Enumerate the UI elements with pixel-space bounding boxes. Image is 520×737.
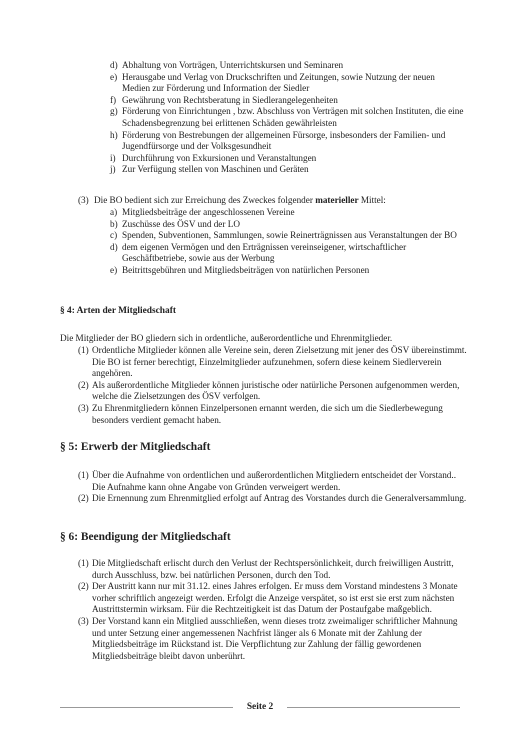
list-item	[110, 230, 465, 242]
list-item	[110, 106, 465, 129]
section-6-list	[78, 558, 473, 662]
list-marker: a)	[110, 207, 118, 217]
list-marker: d)	[110, 60, 118, 70]
list-marker: c)	[110, 230, 118, 241]
list-marker: e)	[110, 71, 118, 82]
list-item	[78, 493, 468, 505]
list-marker: b)	[110, 218, 118, 229]
section-4-intro: Die Mitglieder der BO gliedern sich in ordentliche, außerordentliche und Ehrenmitglieder.	[60, 333, 393, 343]
list-item	[110, 60, 465, 72]
list-marker: (3)	[78, 402, 89, 413]
numbered-item-3-material	[78, 195, 494, 207]
list-text: Gewährung von Rechtsberatung in Siedlerangelegenheiten	[122, 94, 338, 105]
list-text: Beitrittsgebühren und Mitgliedsbeiträgen von natürlichen Personen	[122, 264, 370, 275]
list-item	[110, 164, 465, 176]
list-text: Durchführung von Exkursionen und Veranstaltungen	[122, 152, 317, 163]
list-marker: d)	[110, 241, 118, 252]
page-footer	[60, 700, 460, 714]
footer-rule-right	[287, 707, 460, 708]
list-marker: g)	[110, 106, 118, 117]
list-marker: (3)	[78, 615, 89, 626]
section-5-list	[78, 470, 468, 505]
list-item	[110, 72, 465, 95]
list-marker: (1)	[78, 470, 89, 480]
list-text: dem eigenen Vermögen und den Erträgnissen vereinseigener, wirtschaftlicher Geschäftbetriebe, sowie aus der Werbung	[122, 241, 407, 264]
list-marker: j)	[110, 164, 116, 175]
list-marker: (2)	[78, 379, 89, 390]
list-text: Die Ernennung zum Ehrenmitglied erfolgt auf Antrag des Vorstandes durch die Generalversammlung.	[92, 493, 467, 504]
list-marker: (2)	[78, 581, 89, 592]
section-6-heading: § 6: Beendigung der Mitgliedschaft	[60, 531, 231, 543]
list-text: Als außerordentliche Mitglieder können juristische oder natürliche Personen aufgenommen werden, welche die Zielsetzungen des ÖSV verfolgen.	[92, 379, 460, 402]
section-4-list	[78, 345, 468, 426]
list-item	[78, 616, 473, 662]
list-text: Herausgabe und Verlag von Druckschriften und Zeitungen, sowie Nutzung der neuen Medien zur Förderung und Information der Siedler	[122, 71, 435, 94]
list-item	[78, 403, 468, 426]
list-marker: e)	[110, 264, 118, 275]
item-text-after: Mittel:	[358, 195, 386, 205]
section-4-heading: § 4: Arten der Mitgliedschaft	[60, 306, 176, 316]
list-text: Mitgliedsbeiträge der angeschlossenen Vereine	[122, 207, 295, 217]
list-text: Zur Verfügung stellen von Maschinen und Geräten	[122, 164, 309, 175]
list-text: Über die Aufnahme von ordentlichen und außerordentlichen Mitgliedern entscheidet der Vorstand.. Die Aufnahme kann ohne Angabe von Gründen verweigert werden.	[92, 470, 456, 492]
list-item	[110, 153, 465, 165]
item-marker: (3)	[78, 195, 89, 205]
list-text: Zuschüsse des ÖSV und der LO	[122, 218, 240, 229]
list-text: Förderung von Einrichtungen , bzw. Abschluss von Verträgen mit solchen Instituten, die eine Schadensbegrenzung bei erlittenen Schäden gewährleisten	[122, 106, 464, 128]
list-text: Die Mitgliedschaft erlischt durch den Verlust der Rechtspersönlichkeit, durch freiwilligen Austritt, durch Ausschluss, bzw. bei natürlichen Personen, durch den Tod.	[92, 558, 454, 580]
item-text-bold: materieller	[315, 195, 359, 205]
list-text: Ordentliche Mitglieder können alle Vereine sein, deren Zielsetzung mit jener des ÖSV übereinstimmt. Die BO ist ferner berechtigt, Einzelmitglieder aufzunehmen, sofern diese keinem Siedlerverein angehören.	[92, 345, 467, 379]
list-item	[110, 130, 465, 153]
section-5-heading: § 5: Erwerb der Mitgliedschaft	[60, 441, 211, 453]
purpose-list-d-j	[110, 60, 465, 176]
list-item	[110, 95, 465, 107]
list-item	[110, 242, 465, 265]
list-item	[78, 581, 473, 616]
list-item	[110, 207, 465, 219]
list-text: Spenden, Subventionen, Sammlungen, sowie Reinerträgnissen aus Veranstaltungen der BO	[122, 230, 457, 241]
list-text: Der Vorstand kann ein Mitglied ausschließen, wenn dieses trotz zweimaliger schriftlicher Mahnung und unter Setzung einer angemessenen Nachfrist länger als 6 Monate mit der Zahlung der Mitgliedsbeiträge im Rückstand ist. Die Verpflichtung zur Zahlung der fällig gewordenen Mitgliedsbeiträge bleibt davon unberührt.	[92, 615, 458, 661]
list-marker: (2)	[78, 493, 89, 504]
list-marker: (1)	[78, 345, 89, 355]
list-item	[78, 345, 468, 380]
list-marker: h)	[110, 129, 118, 140]
list-marker: (1)	[78, 558, 89, 568]
list-marker: i)	[110, 152, 116, 163]
list-text: Zu Ehrenmitgliedern können Einzelpersonen ernannt werden, die sich um die Siedlerbewegung besonders verdient gemacht haben.	[92, 402, 443, 425]
list-item	[78, 470, 468, 493]
material-means-list	[110, 207, 465, 277]
list-item	[78, 380, 468, 403]
item-text-before: Die BO bedient sich zur Erreichung des Zweckes folgender	[94, 195, 316, 205]
list-text: Abhaltung von Vorträgen, Unterrichtskursen und Seminaren	[122, 60, 344, 70]
list-text: Der Austritt kann nur mit 31.12. eines Jahres erfolgen. Er muss dem Vorstand mindestens 3 Monate vorher schriftlich angezeigt werden. Erfolgt die Anzeige verspätet, so ist erst sie erst zum nächsten Austrittstermin wirksam. Für die Rechtzeitigkeit ist das Datum der Postaufgabe maßgeblich.	[92, 581, 458, 615]
list-item	[78, 558, 473, 581]
list-marker: f)	[110, 94, 117, 105]
list-item	[110, 219, 465, 231]
page-number: Seite 2	[246, 702, 274, 712]
list-text: Förderung von Bestrebungen der allgemeinen Fürsorge, insbesonders der Familien- und Jugendfürsorge und der Volksgesundheit	[122, 129, 446, 152]
list-item	[110, 265, 465, 277]
